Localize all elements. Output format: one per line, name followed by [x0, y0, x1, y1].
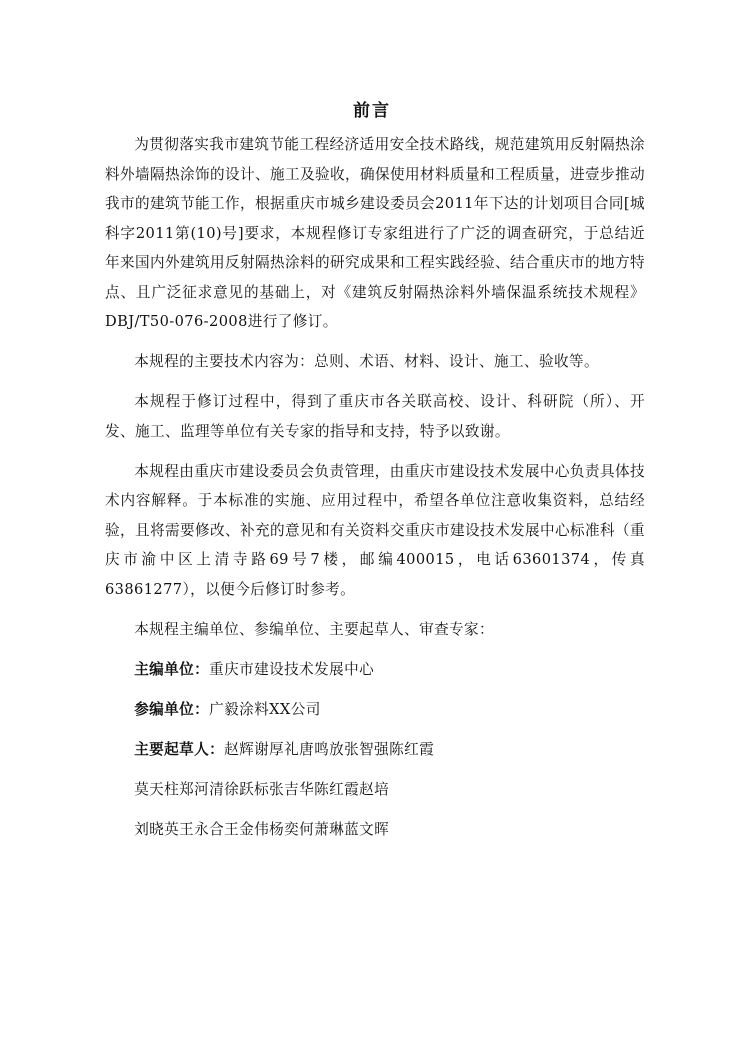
paragraph-management: 本规程由重庆市建设委员会负责管理，由重庆市建设技术发展中心负责具体技术内容解释。于本标准的实施、应用过程中，希望各单位注意收集资料，总结经验，且将需要修改、补充的意见和有关资料交重庆市建设技术发展中心标准科（重庆市渝中区上清寺路69号7楼，邮编400015，电话63601374，传真63861277），以便今后修订时参考。	[105, 462, 645, 598]
paragraph-acknowledgement: 本规程于修订过程中，得到了重庆市各关联高校、设计、科研院（所）、开发、施工、监理等单位有关专家的指导和支持，特予以致谢。	[105, 393, 645, 440]
chief-unit-line	[105, 655, 645, 685]
preface-body	[105, 130, 645, 855]
drafters-names-1: 赵辉谢厚礼唐鸣放张智强陈红霞	[224, 740, 435, 758]
co-unit-line	[105, 695, 645, 725]
paragraph-main-content: 本规程的主要技术内容为：总则、术语、材料、设计、施工、验收等。	[134, 353, 599, 370]
co-unit-label: 参编单位：	[134, 700, 210, 718]
paragraph-units-intro: 本规程主编单位、参编单位、主要起草人、审查专家：	[134, 620, 495, 638]
chief-unit-label: 主编单位：	[134, 660, 210, 678]
paragraph-purpose: 为贯彻落实我市建筑节能工程经济适用安全技术路线，规范建筑用反射隔热涂料外墙隔热涂饰的设计、施工及验收，确保使用材料质量和工程质量，进壹步推动我市的建筑节能工作，根据重庆市城乡建设委员会2011年下达的计划项目合同[城科字2011第(10)号]要求，本规程修订专家组进行了广泛的调查研究，于总结近年来国内外建筑用反射隔热涂料的研究成果和工程实践经验、结合重庆市的地方特点、且广泛征求意见的基础上，对《建筑反射隔热涂料外墙保温系统技术规程》DBJ/T50-076-2008进行了修订。	[105, 136, 645, 330]
page-title: 前言	[353, 101, 391, 121]
chief-unit-value: 重庆市建设技术发展中心	[209, 660, 375, 678]
co-unit-value: 广毅涂料XX公司	[209, 700, 321, 718]
drafters-line	[105, 735, 645, 765]
drafters-names-2: 莫天柱郑河清徐跃标张吉华陈红霞赵培	[134, 780, 390, 798]
drafters-names-3: 刘晓英王永合王金伟杨奕何萧琳蓝文晖	[134, 820, 390, 838]
drafters-label: 主要起草人：	[134, 740, 225, 758]
